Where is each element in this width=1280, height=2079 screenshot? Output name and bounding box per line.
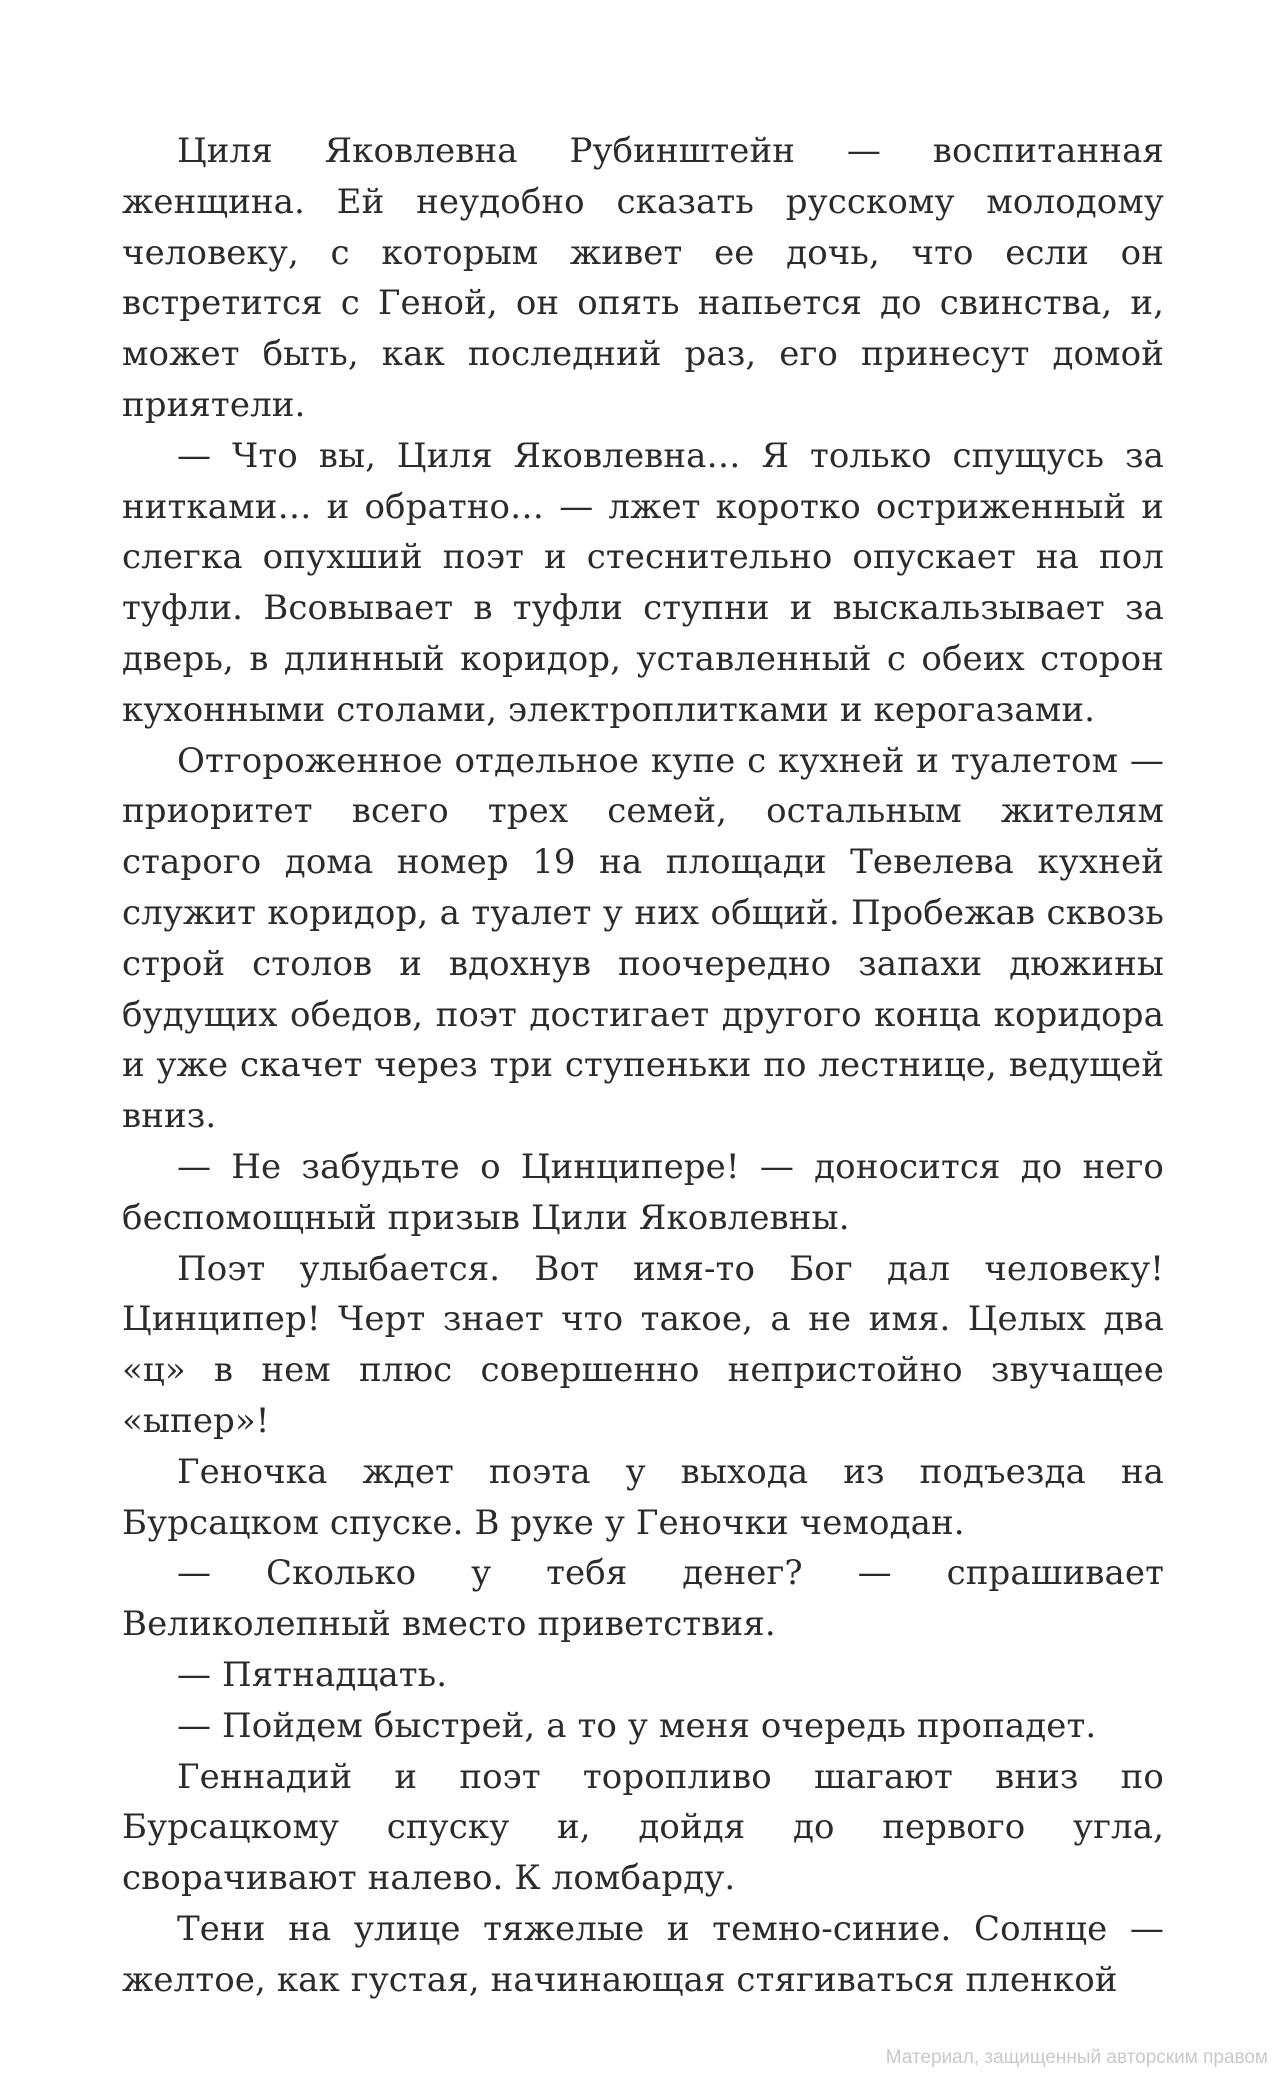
paragraph: — Что вы, Циля Яковлевна… Я только спущусь за нитками… и обратно… — лжет коротко остриженный и слегка опухший поэт и стеснительно опускает на пол туфли. Всовывает в туфли ступни и выскальзывает за дверь, в длинный коридор, уставленный с обеих сторон кухонными столами, электроплитками и керогазами.	[122, 435, 1164, 730]
paragraph: Циля Яковлевна Рубинштейн — воспитанная женщина. Ей неудобно сказать русскому молодому человеку, с которым живет ее дочь, что если он встретится с Геной, он опять напьется до свинства, и, может быть, как последний раз, его принесут домой приятели.	[122, 131, 1164, 425]
paragraph: — Пойдем быстрей, а то у меня очередь пропадет.	[177, 1705, 1097, 1746]
paragraph: Тени на улице тяжелые и темно-синие. Солнце — желтое, как густая, начинающая стягиваться пленкой	[122, 1908, 1164, 2000]
book-page-text	[122, 126, 1164, 2005]
paragraph: — Пятнадцать.	[177, 1654, 448, 1695]
paragraph: Поэт улыбается. Вот имя-то Бог дал человеку! Цинципер! Черт знает что такое, а не имя. Целых два «ц» в нем плюс совершенно непристойно звучащее «ыпер»!	[122, 1248, 1164, 1441]
paragraph: — Не забудьте о Цинципере! — доносится до него беспомощный призыв Цили Яковлевны.	[122, 1146, 1164, 1238]
copyright-watermark: Материал, защищенный авторским правом	[885, 2047, 1268, 2068]
paragraph: — Сколько у тебя денег? — спрашивает Великолепный вместо приветствия.	[122, 1553, 1164, 1645]
paragraph: Геннадий и поэт торопливо шагают вниз по Бурсацкому спуску и, дойдя до первого угла, сворачивают налево. К ломбарду.	[122, 1756, 1164, 1899]
paragraph: Геночка ждет поэта у выхода из подъезда на Бурсацком спуске. В руке у Геночки чемодан.	[122, 1451, 1164, 1543]
paragraph: Отгороженное отдельное купе с кухней и туалетом — приоритет всего трех семей, остальным жителям старого дома номер 19 на площади Тевелева кухней служит коридор, а туалет у них общий. Пробежав сквозь строй столов и вдохнув поочередно запахи дюжины будущих обедов, поэт достигает другого конца коридора и уже скачет через три ступеньки по лестнице, ведущей вниз.	[122, 740, 1164, 1137]
